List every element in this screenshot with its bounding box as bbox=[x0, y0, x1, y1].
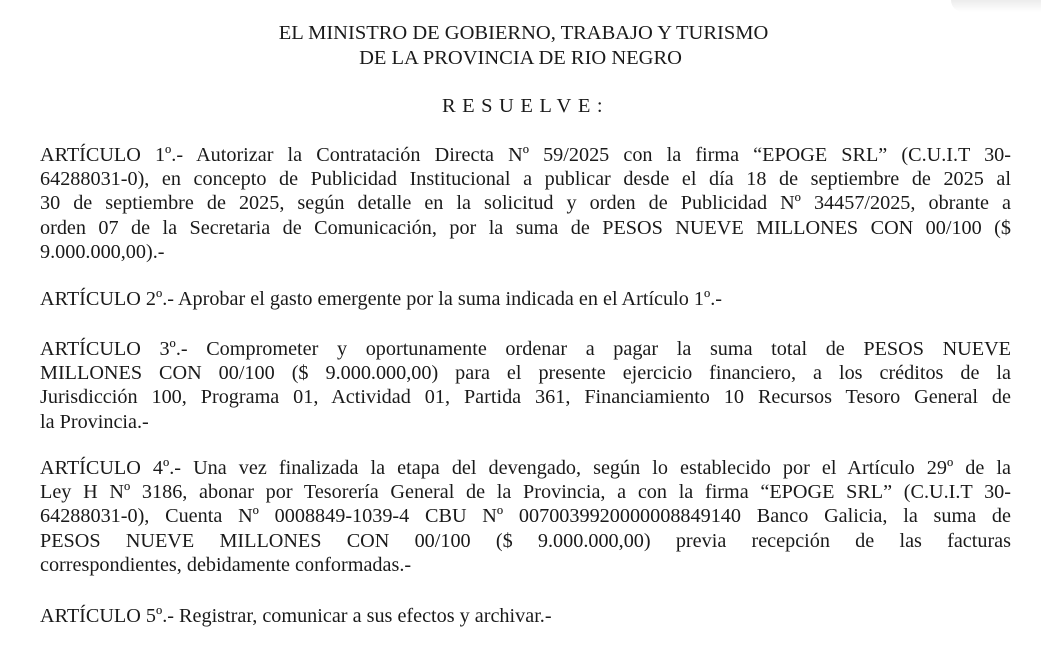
article-4-line: ARTÍCULO 4º.- Una vez finalizada la etapa del devengado, según lo establecido por el Artículo 29º de la bbox=[40, 457, 1011, 479]
article-4 bbox=[40, 456, 1011, 577]
article-4-line: correspondientes, debidamente conformadas.- bbox=[40, 553, 412, 576]
article-4-line: PESOS NUEVE MILLONES CON 00/100 ($ 9.000.000,00) previa recepción de las facturas bbox=[40, 529, 1011, 552]
article-1-line: 9.000.000,00).- bbox=[40, 240, 165, 263]
article-1-line: 64288031-0), en concepto de Publicidad Institucional a publicar desde el día 18 de septiembre de 2025 al bbox=[40, 168, 1011, 191]
resuelve-heading: RESUELVE: bbox=[441, 95, 610, 117]
article-4-line: 64288031-0), Cuenta Nº 0008849-1039-4 CBU Nº 0070039920000008849140 Banco Galicia, la suma de bbox=[40, 505, 1011, 528]
article-1 bbox=[40, 143, 1011, 264]
article-5-line: ARTÍCULO 5º.- Registrar, comunicar a sus efectos y archivar.- bbox=[40, 605, 552, 627]
article-3 bbox=[40, 337, 1011, 434]
article-2 bbox=[40, 287, 1011, 311]
header-title-line-1: EL MINISTRO DE GOBIERNO, TRABAJO Y TURISMO bbox=[278, 22, 769, 44]
article-3-line: Jurisdicción 100, Programa 01, Actividad 01, Partida 361, Financiamiento 10 Recursos Tesoro General de bbox=[40, 386, 1011, 409]
article-1-line: orden 07 de la Secretaria de Comunicación, por la suma de PESOS NUEVE MILLONES CON 00/100 ($ bbox=[40, 216, 1011, 239]
article-1-line: ARTÍCULO 1º.- Autorizar la Contratación Directa Nº 59/2025 con la firma “EPOGE SRL” (C.U.I.T 30- bbox=[40, 144, 1011, 166]
article-3-line: MILLONES CON 00/100 ($ 9.000.000,00) para el presente ejercicio financiero, a los créditos de la bbox=[40, 362, 1011, 385]
article-3-line: ARTÍCULO 3º.- Comprometer y oportunamente ordenar a pagar la suma total de PESOS NUEVE bbox=[40, 338, 1011, 360]
article-1-line: 30 de septiembre de 2025, según detalle en la solicitud y orden de Publicidad Nº 34457/2025, obrante a bbox=[40, 192, 1011, 215]
article-4-line: Ley H Nº 3186, abonar por Tesorería General de la Provincia, a con la firma “EPOGE SRL” (C.U.I.T 30- bbox=[40, 481, 1011, 504]
header-title-line-2: DE LA PROVINCIA DE RIO NEGRO bbox=[359, 47, 682, 69]
article-3-line: la Provincia.- bbox=[40, 410, 149, 433]
page-corner-shadow bbox=[951, 0, 1041, 12]
article-5 bbox=[40, 604, 1011, 628]
article-2-line: ARTÍCULO 2º.- Aprobar el gasto emergente por la suma indicada en el Artículo 1º.- bbox=[40, 288, 722, 310]
